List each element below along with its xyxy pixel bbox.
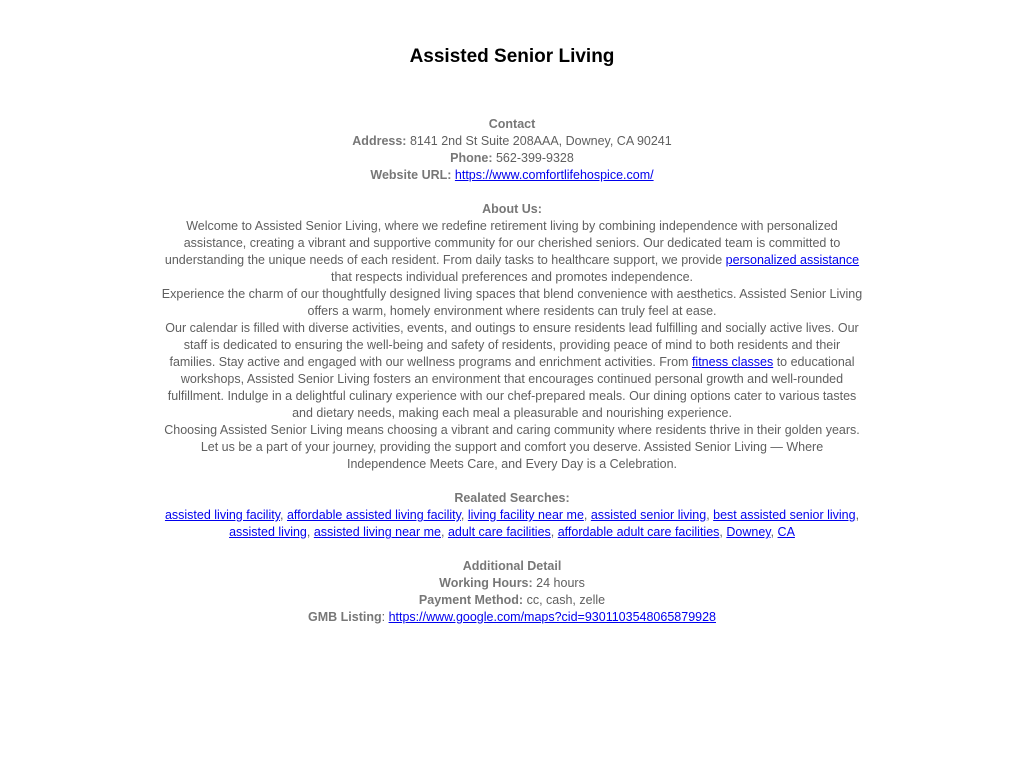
spacer [160,184,864,201]
related-search-link[interactable]: assisted living near me [313,525,441,539]
related-search-link[interactable]: assisted living facility [164,508,281,522]
link-separator: , [719,525,727,539]
about-p3-text-b: to educational workshops, Assisted Senior Living fosters an environment that encourages continued personal growth and well-rounded fulfillment. Indulge in a delightful culinary experience with our chef-prepared meals. Our dining options cater to various tastes and dietary needs, making each meal a pleasurable and nourishing experience. [167,355,857,420]
about-p3-text-a: Our calendar is filled with diverse activities, events, and outings to ensure residents lead fulfilling and socially active lives. Our staff is dedicated to ensuring the well-being and safety of residents, providing peace of mind to both residents and their families. Stay active and engaged with our wellness programs and enrichment activities. From [165,321,859,369]
gmb-listing-label: GMB Listing [308,610,382,624]
gmb-listing-link[interactable]: https://www.google.com/maps?cid=9301103548065879928 [388,610,716,624]
gmb-separator: : [381,610,389,624]
website-line [160,167,864,184]
related-search-link[interactable]: Downey [726,525,771,539]
related-searches-heading: Realated Searches: [454,491,570,505]
about-paragraph-4: Choosing Assisted Senior Living means choosing a vibrant and caring community where residents thrive in their golden years. Let us be a part of your journey, providing the support and comfort you deserve. Assisted Senior Living — Where Independence Meets Care, and Every Day is a Celebration. [164,423,860,471]
page-title: Assisted Senior Living [409,46,615,67]
personalized-assistance-link[interactable]: personalized assistance [725,253,860,267]
link-separator: , [306,525,314,539]
spacer [160,541,864,558]
working-hours-line [160,575,864,592]
payment-method-label: Payment Method: [418,593,524,607]
related-search-link[interactable]: assisted senior living [590,508,707,522]
website-link[interactable]: https://www.comfortlifehospice.com/ [454,168,654,182]
about-paragraph-2: Experience the charm of our thoughtfully designed living spaces that blend convenience with aesthetics. Assisted Senior Living offers a warm, homely environment where residents can truly feel at ease. [161,287,863,318]
about-p1-text-b: that respects individual preferences and promotes independence. [330,270,694,284]
related-search-link[interactable]: assisted living [229,525,307,539]
phone-value: 562-399-9328 [495,151,574,165]
link-separator: , [441,525,448,539]
related-search-link[interactable]: adult care facilities [447,525,551,539]
related-search-link[interactable]: affordable adult care facilities [557,525,720,539]
working-hours-value: 24 hours [536,576,585,590]
document-body [160,116,864,626]
about-heading: About Us: [482,202,542,216]
address-line [160,133,864,150]
address-value: 8141 2nd St Suite 208AAA, Downey, CA 90241 [409,134,672,148]
link-separator: , [550,525,558,539]
contact-heading: Contact [488,117,536,131]
related-search-link[interactable]: CA [777,525,795,539]
link-separator: , [770,525,778,539]
phone-line [160,150,864,167]
link-separator: , [706,508,714,522]
link-separator: , [583,508,591,522]
address-label: Address: [352,134,407,148]
related-search-link[interactable]: affordable assisted living facility [286,508,461,522]
additional-detail-heading: Additional Detail [462,559,562,573]
gmb-listing-line [160,609,864,626]
payment-method-line [160,592,864,609]
related-searches-list [160,507,864,541]
website-label: Website URL: [370,168,452,182]
about-paragraph-3 [160,320,864,422]
related-search-link[interactable]: living facility near me [467,508,584,522]
link-separator: , [855,508,860,522]
phone-label: Phone: [450,151,493,165]
about-p1-text-a: Welcome to Assisted Senior Living, where we redefine retirement living by combining independence with personalized assistance, creating a vibrant and supportive community for our cherished seniors. Our dedicated team is committed to understanding the unique needs of each resident. From daily tasks to healthcare support, we provide [164,219,841,267]
working-hours-label: Working Hours: [439,576,533,590]
spacer [160,473,864,490]
link-separator: , [280,508,287,522]
link-separator: , [460,508,468,522]
payment-method-value: cc, cash, zelle [526,593,606,607]
about-paragraph-1 [160,218,864,286]
fitness-classes-link[interactable]: fitness classes [691,355,774,369]
related-search-link[interactable]: best assisted senior living [713,508,856,522]
